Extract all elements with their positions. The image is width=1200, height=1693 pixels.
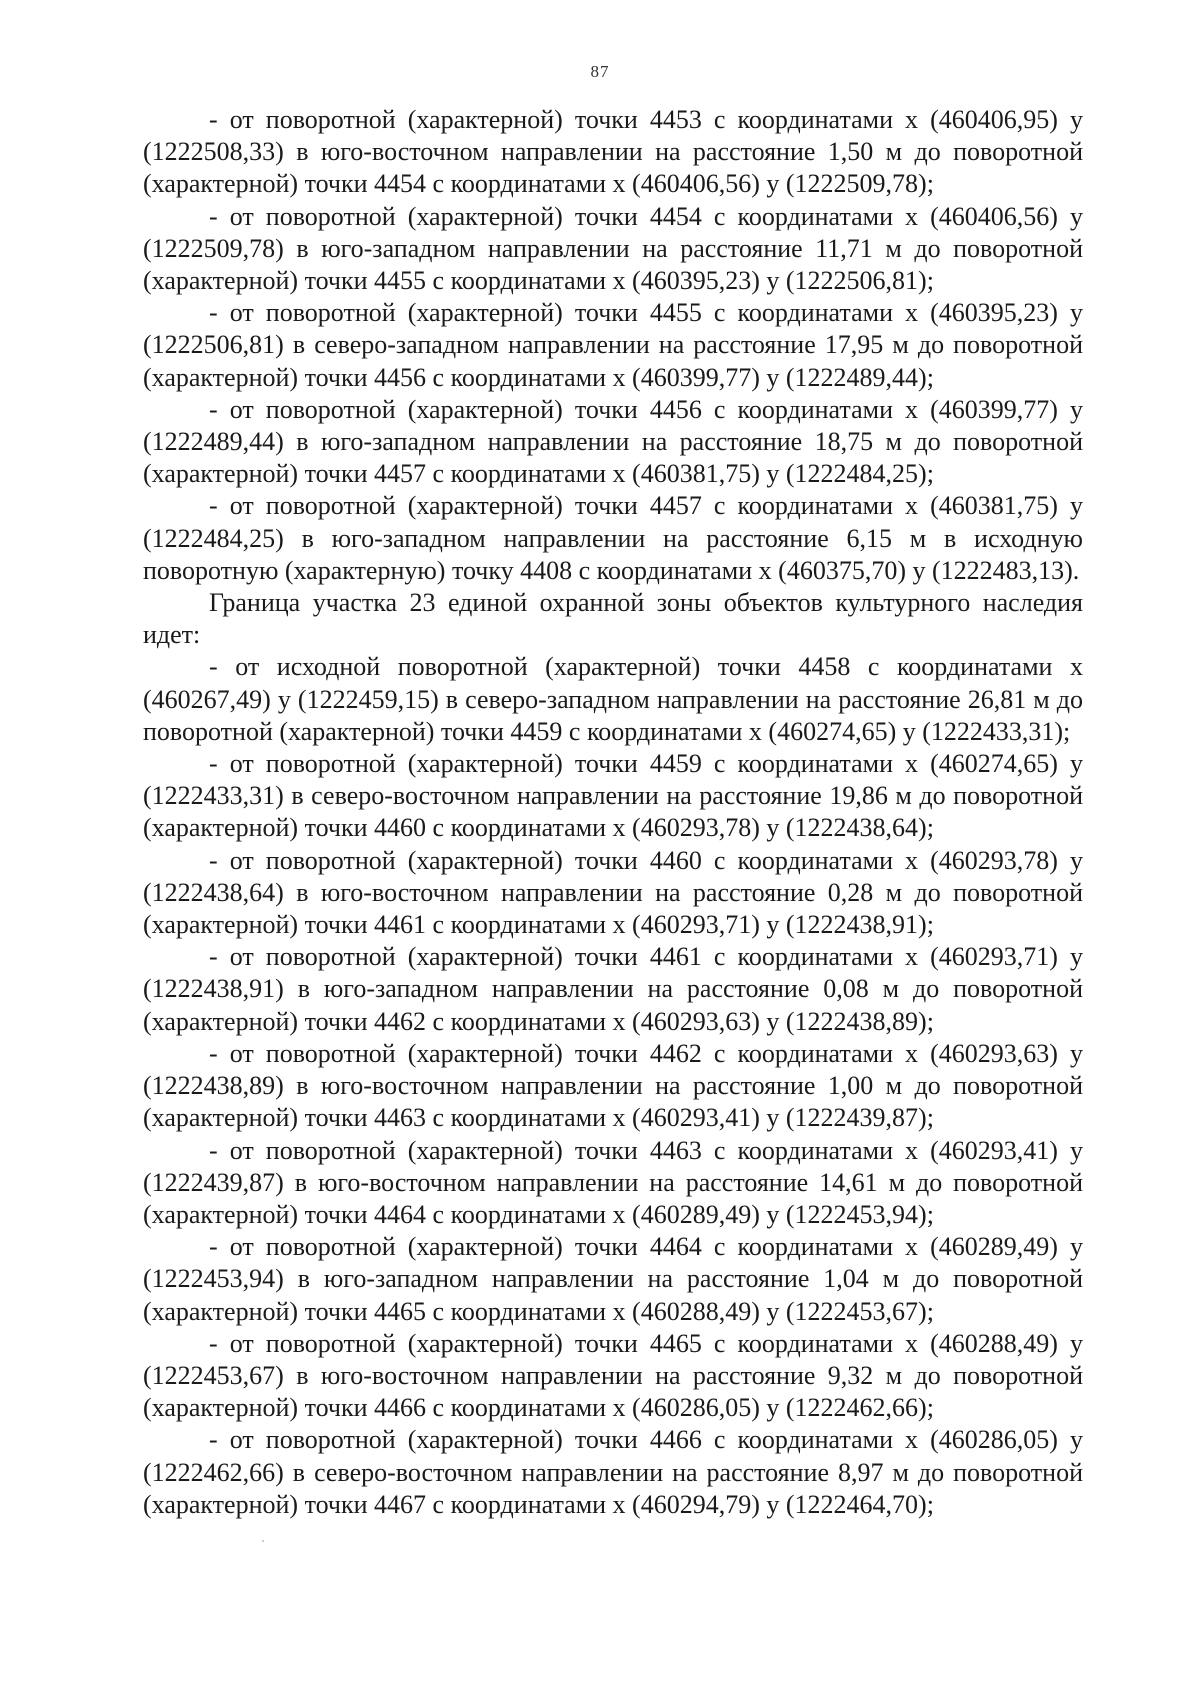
boundary-segment-4453-4454: - от поворотной (характерной) точки 4453 с координатами х (460406,95) у (1222508,33) в юго-восточном направлении на расстояние 1,50 м до поворотной (характерной) точки 4454 с координатами х (460406,56) у (1222509,78); bbox=[143, 105, 1083, 199]
boundary-segment-4460-4461: - от поворотной (характерной) точки 4460 с координатами х (460293,78) у (1222438,64) в юго-восточном направлении на расстояние 0,28 м до поворотной (характерной) точки 4461 с координатами х (460293,71) у (1222438,91); bbox=[143, 845, 1083, 940]
boundary-segment-4454-4455: - от поворотной (характерной) точки 4454 с координатами х (460406,56) у (1222509,78) в юго-западном направлении на расстояние 11,71 м до поворотной (характерной) точки 4455 с координатами х (460395,23) у (1222506,81); bbox=[143, 201, 1083, 296]
boundary-segment-4463-4464: - от поворотной (характерной) точки 4463 с координатами х (460293,41) у (1222439,87) в юго-восточном направлении на расстояние 14,61 м до поворотной (характерной) точки 4464 с координатами х (460289,49) у (1222453,94); bbox=[143, 1135, 1083, 1229]
section-heading-plot-23: Граница участка 23 единой охранной зоны объектов культурного наследия идет: bbox=[143, 588, 1083, 650]
document-body bbox=[143, 104, 1083, 1521]
boundary-segment-4465-4466: - от поворотной (характерной) точки 4465 с координатами х (460288,49) у (1222453,67) в юго-восточном направлении на расстояние 9,32 м до поворотной (характерной) точки 4466 с координатами х (460286,05) у (1222462,66); bbox=[143, 1328, 1083, 1423]
boundary-segment-4456-4457: - от поворотной (характерной) точки 4456 с координатами х (460399,77) у (1222489,44) в юго-западном направлении на расстояние 18,75 м до поворотной (характерной) точки 4457 с координатами х (460381,75) у (1222484,25); bbox=[143, 394, 1083, 489]
boundary-segment-4459-4460: - от поворотной (характерной) точки 4459 с координатами х (460274,65) у (1222433,31) в северо-восточном направлении на расстояние 19,86 м до поворотной (характерной) точки 4460 с координатами х (460293,78) у (1222438,64); bbox=[143, 749, 1083, 843]
page-number: 87 bbox=[590, 62, 610, 81]
boundary-segment-4457-4408: - от поворотной (характерной) точки 4457 с координатами х (460381,75) у (1222484,25) в юго-западном направлении на расстояние 6,15 м в исходную поворотную (характерную) точку 4408 с координатами х (460375,70) у (1222483,13). bbox=[143, 491, 1083, 585]
boundary-segment-4461-4462: - от поворотной (характерной) точки 4461 с координатами х (460293,71) у (1222438,91) в юго-западном направлении на расстояние 0,08 м до поворотной (характерной) точки 4462 с координатами х (460293,63) у (1222438,89); bbox=[143, 942, 1083, 1036]
scan-speck bbox=[262, 1540, 264, 1542]
boundary-segment-4464-4465: - от поворотной (характерной) точки 4464 с координатами х (460289,49) у (1222453,94) в юго-западном направлении на расстояние 1,04 м до поворотной (характерной) точки 4465 с координатами х (460288,49) у (1222453,67); bbox=[143, 1232, 1083, 1326]
boundary-segment-4466-4467: - от поворотной (характерной) точки 4466 с координатами х (460286,05) у (1222462,66) в северо-восточном направлении на расстояние 8,97 м до поворотной (характерной) точки 4467 с координатами х (460294,79) у (1222464,70); bbox=[143, 1425, 1083, 1519]
boundary-segment-4462-4463: - от поворотной (характерной) точки 4462 с координатами х (460293,63) у (1222438,89) в юго-восточном направлении на расстояние 1,00 м до поворотной (характерной) точки 4463 с координатами х (460293,41) у (1222439,87); bbox=[143, 1038, 1083, 1133]
boundary-segment-4458-4459: - от исходной поворотной (характерной) точки 4458 с координатами х (460267,49) у (1222459,15) в северо-западном направлении на расстояние 26,81 м до поворотной (характерной) точки 4459 с координатами х (460274,65) у (1222433,31); bbox=[143, 652, 1083, 746]
boundary-segment-4455-4456: - от поворотной (характерной) точки 4455 с координатами х (460395,23) у (1222506,81) в северо-западном направлении на расстояние 17,95 м до поворотной (характерной) точки 4456 с координатами х (460399,77) у (1222489,44); bbox=[143, 298, 1083, 392]
